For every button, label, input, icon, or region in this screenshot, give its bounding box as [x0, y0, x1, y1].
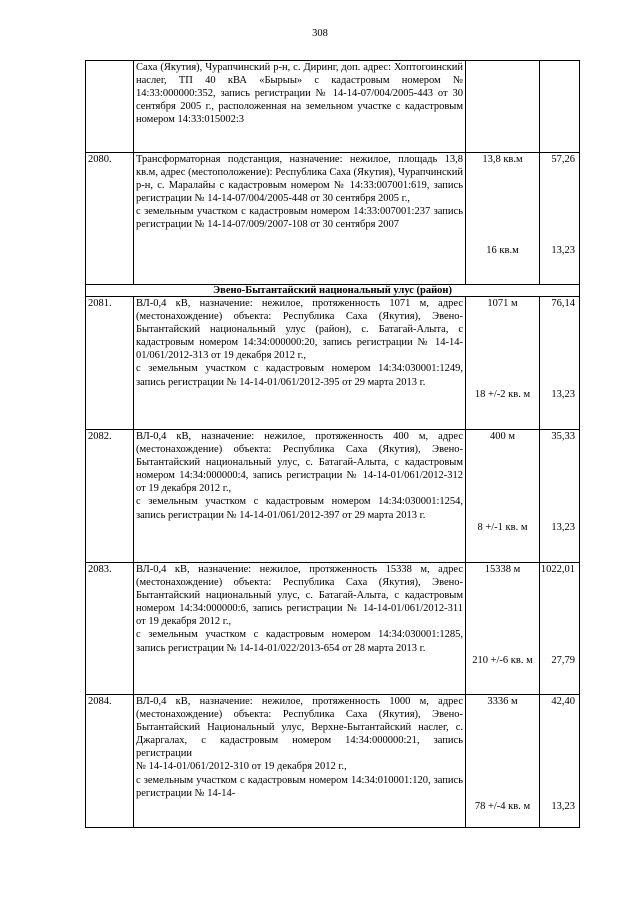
- land-cost-value: 27,79: [551, 655, 575, 666]
- cost-value: 1022,01: [540, 564, 575, 575]
- row-value: [540, 61, 580, 153]
- row-size: [466, 153, 540, 285]
- row-size: [466, 61, 540, 153]
- section-heading: Эвено-Бытантайский национальный улус (район): [86, 285, 580, 297]
- description-text: с земельным участком с кадастровым номером 14:34:030001:1254, запись регистрации № 14-14-01/061/2012-397 от 29 марта 2013 г.: [136, 496, 463, 521]
- land-size-value: 18 +/-2 кв. м: [474, 389, 531, 400]
- row-number: [86, 61, 134, 153]
- row-value: [540, 695, 580, 828]
- page-number: 308: [312, 28, 328, 39]
- table-row: [86, 297, 580, 430]
- row-value: [540, 563, 580, 695]
- cost-value: 35,33: [551, 431, 575, 442]
- row-size: [466, 563, 540, 695]
- description-text: с земельным участком с кадастровым номером 14:34:030001:1249, запись регистрации № 14-14-01/061/2012-395 от 29 марта 2013 г.: [136, 363, 463, 388]
- description-text: ВЛ-0,4 кВ, назначение: нежилое, протяженность 1071 м, адрес (местонахождение) объекта: Республика Саха (Якутия), Эвено-Бытантайский национальный улус (район), с. Батагай-Алыта, с кадастровым номером 14:34:000000:20, запись регистрации № 14-14-01/061/2012-313 от 19 декабря 2012 г.,: [136, 298, 463, 362]
- row-description: [134, 61, 466, 153]
- row-value: [540, 153, 580, 285]
- size-value: 3336 м: [487, 696, 518, 707]
- cost-value: 42,40: [551, 696, 575, 707]
- land-cost-value: 13,23: [551, 245, 575, 256]
- description-text: с земельным участком с кадастровым номером 14:34:010001:120, запись регистрации № 14-14-: [136, 774, 463, 799]
- row-number: 2081.: [86, 297, 134, 430]
- size-value: 13,8 кв.м: [482, 154, 523, 165]
- land-size-value: 8 +/-1 кв. м: [477, 522, 528, 533]
- land-size-value: 16 кв.м: [486, 245, 519, 256]
- row-description: [134, 695, 466, 828]
- size-value: 400 м: [489, 431, 516, 442]
- table-row: [86, 153, 580, 285]
- row-number: 2083.: [86, 563, 134, 695]
- cost-value: 76,14: [551, 298, 575, 309]
- row-description: [134, 430, 466, 563]
- land-cost-value: 13,23: [551, 522, 575, 533]
- description-text: с земельным участком с кадастровым номером 14:34:030001:1285, запись регистрации № 14-14-01/022/2013-654 от 28 марта 2013 г.: [136, 629, 463, 654]
- size-value: 1071 м: [487, 298, 518, 309]
- row-value: [540, 297, 580, 430]
- table-row: [86, 61, 580, 153]
- row-description: [134, 563, 466, 695]
- row-size: [466, 297, 540, 430]
- row-size: [466, 695, 540, 828]
- land-cost-value: 13,23: [551, 801, 575, 812]
- description-text: ВЛ-0,4 кВ, назначение: нежилое, протяженность 15338 м, адрес (местонахождение) объекта: Республика Саха (Якутия), Эвено-Бытантайский национальный улус, с. Батагай-Алыта, с кадастровым номером 14:34:000000:6, запись регистрации № 14-14-01/061/2012-311 от 19 декабря 2012 г.,: [136, 564, 463, 628]
- description-text: ВЛ-0,4 кВ, назначение: нежилое, протяженность 400 м, адрес (местонахождение) объекта: Республика Саха (Якутия), Эвено-Бытантайский национальный улус, с. Батагай-Алыта, с кадастровым номером 14:34:000000:4, запись регистрации № 14-14-01/061/2012-312 от 19 декабря 2012 г.,: [136, 431, 463, 495]
- description-text: с земельным участком с кадастровым номером 14:33:007001:237 запись регистрации № 14-14-07/009/2007-108 от 30 сентября 2007: [136, 206, 463, 231]
- table-row: [86, 430, 580, 563]
- property-registry-table: [85, 60, 580, 828]
- description-text: ВЛ-0,4 кВ, назначение: нежилое, протяженность 1000 м, адрес (местонахождение) объекта: Республика Саха (Якутия), Эвено-Бытантайский Национальный улус, Верхне-Бытантайский наслег, с. Джаргалах, с кадастровым номером 14:34:000000:21, запись регистрации: [136, 696, 463, 760]
- land-size-value: 78 +/-4 кв. м: [474, 801, 531, 812]
- row-number: 2080.: [86, 153, 134, 285]
- row-number: 2084.: [86, 695, 134, 828]
- description-text: Трансформаторная подстанция, назначение: нежилое, площадь 13,8 кв.м, адрес (местоположение): Республика Саха (Якутия), Чурапчинский р-н, с. Маралайы с кадастровым номером № 14:33:007001:619, запись регистрации № 14-14-07/004/2005-448 от 30 сентября 2005 г.,: [136, 154, 463, 205]
- row-size: [466, 430, 540, 563]
- section-row: [86, 285, 580, 297]
- description-text: Саха (Якутия), Чурапчинский р-н, с. Диринг, доп. адрес: Хоптогоинский наслег, ТП 40 кВА «Бырыы» с кадастровым номером № 14:33:000000:352, запись регистрации № 14-14-07/004/2005-443 от 30 сентября 2005 г., расположенная на земельном участке с кадастровым номером 14:33:015002:3: [136, 62, 463, 126]
- row-description: [134, 153, 466, 285]
- row-value: [540, 430, 580, 563]
- land-size-value: 210 +/-6 кв. м: [472, 655, 533, 666]
- size-value: 15338 м: [484, 564, 521, 575]
- description-text: № 14-14-01/061/2012-310 от 19 декабря 2012 г.,: [136, 761, 347, 773]
- land-cost-value: 13,23: [551, 389, 575, 400]
- table-row: [86, 695, 580, 828]
- row-description: [134, 297, 466, 430]
- table-row: [86, 563, 580, 695]
- cost-value: 57,26: [551, 154, 575, 165]
- row-number: 2082.: [86, 430, 134, 563]
